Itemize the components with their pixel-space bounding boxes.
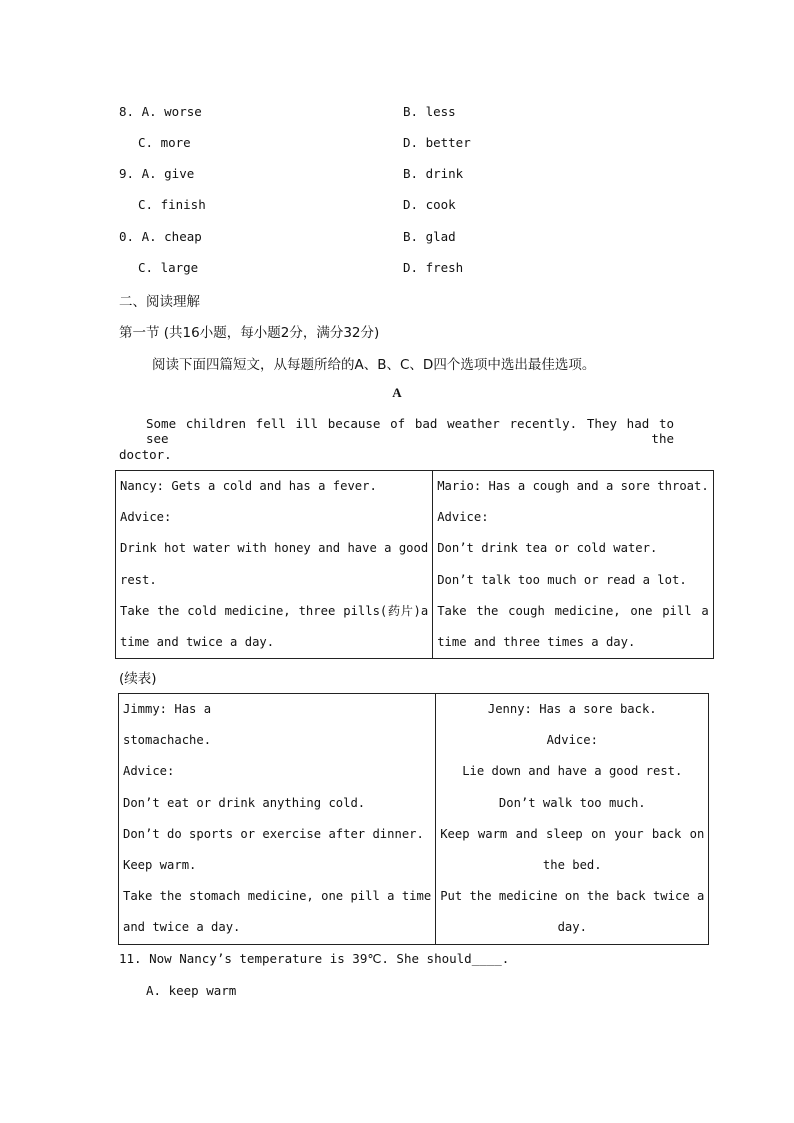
section-instruction: 阅读下面四篇短文，从每题所给的A、B、C、D四个选项中选出最佳选项。 [152, 357, 596, 373]
mario-line: Mario: Has a cough and a sore throat. [437, 479, 709, 493]
question-11-stem: 11. Now Nancy’s temperature is 39℃. She should____. [119, 951, 510, 966]
continued-label: (续表) [119, 671, 157, 687]
nancy-line: rest. [120, 572, 157, 587]
passage-letter: A [392, 385, 402, 400]
mario-line: Don’t talk too much or read a lot. [437, 572, 687, 587]
passage-intro-line1: Some children fell ill because of bad weather recently. They had to see the [146, 416, 674, 446]
jenny-line: day. [557, 920, 587, 935]
jimmy-cell [119, 694, 436, 945]
nancy-line: Drink hot water with honey and have a good [120, 541, 429, 556]
advice-table-1 [115, 470, 714, 659]
mario-line: Advice: [437, 510, 489, 525]
section-heading: 二、阅读理解 [119, 294, 200, 310]
jimmy-line: Take the stomach medicine, one pill a time [123, 889, 432, 904]
jenny-line: the bed. [542, 857, 602, 872]
q10-option-b: B. glad [403, 229, 456, 244]
q10-option-c: C. large [138, 260, 199, 275]
passage-intro-line2: doctor. [119, 447, 172, 462]
q8-option-d: D. better [403, 135, 471, 150]
mario-line: time and three times a day. [437, 634, 636, 649]
jenny-line: Keep warm and sleep on your back on [440, 826, 705, 841]
q9-option-c: C. finish [138, 197, 206, 212]
mario-line: Take the cough medicine, one pill a [437, 603, 709, 618]
jenny-line: Put the medicine on the back twice a [440, 889, 705, 904]
section-subheading: 第一节 (共16小题，每小题2分，满分32分) [119, 325, 380, 341]
jimmy-line: Keep warm. [123, 857, 197, 872]
nancy-line: Nancy: Gets a cold and has a fever. [120, 479, 377, 493]
mario-cell [433, 471, 714, 659]
nancy-line: time and twice a day. [120, 634, 275, 649]
question-11-option-a: A. keep warm [146, 983, 237, 998]
jenny-line: Don’t walk too much. [498, 795, 646, 810]
jimmy-line: Advice: [123, 764, 175, 779]
jenny-line: Advice: [546, 733, 598, 748]
q8-option-a: 8. A. worse [119, 104, 202, 119]
mario-line: Don’t drink tea or cold water. [437, 541, 658, 556]
jimmy-line: Don’t eat or drink anything cold. [123, 795, 366, 810]
advice-table-2 [118, 693, 709, 945]
q9-option-a: 9. A. give [119, 166, 195, 181]
jenny-cell [436, 694, 709, 945]
jimmy-line: Don’t do sports or exercise after dinner. [123, 826, 424, 841]
jenny-line: Lie down and have a good rest. [462, 764, 683, 779]
nancy-line: Take the cold medicine, three pills(药片)a [120, 603, 429, 618]
q10-option-d: D. fresh [403, 260, 464, 275]
q9-option-d: D. cook [403, 197, 456, 212]
q10-option-a: 0. A. cheap [119, 229, 202, 244]
nancy-cell [116, 471, 433, 659]
jimmy-line: and twice a day. [123, 920, 241, 935]
q9-option-b: B. drink [403, 166, 464, 181]
q8-option-b: B. less [403, 104, 456, 119]
nancy-line: Advice: [120, 510, 172, 525]
jimmy-line: stomachache. [123, 733, 212, 748]
jenny-line: Jenny: Has a sore back. [487, 702, 657, 716]
jimmy-line: Jimmy: Has a [123, 702, 212, 716]
q8-option-c: C. more [138, 135, 191, 150]
